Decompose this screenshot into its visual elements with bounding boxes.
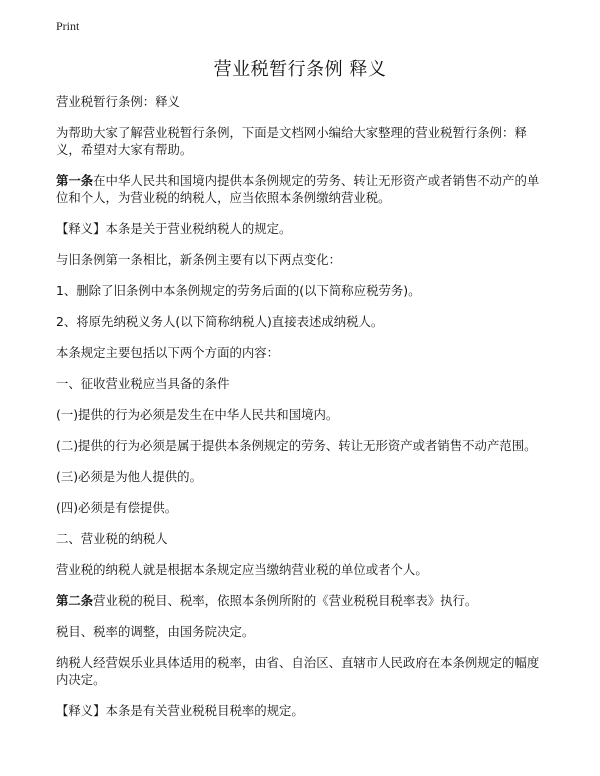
document-title: 营业税暂行条例 释义: [213, 59, 387, 80]
paragraph: [56, 623, 550, 640]
print-link[interactable]: Print: [56, 19, 80, 33]
article-number: 第一条: [56, 173, 94, 188]
paragraph-text: 在中华人民共和国境内提供本条例规定的劳务、转让无形资产或者销售不动产的单位和个人，为营业税的纳税人，应当依照本条例缴纳营业税。: [56, 173, 540, 205]
paragraph: [56, 282, 550, 299]
paragraph: [56, 313, 550, 330]
paragraph: [56, 251, 550, 268]
paragraph-text: 【释义】本条是关于营业税纳税人的规定。: [56, 221, 292, 236]
section-heading: [56, 530, 550, 547]
paragraph-text: 【释义】本条是有关营业税税目税率的规定。: [56, 703, 304, 718]
paragraph-text: 与旧条例第一条相比，新条例主要有以下两点变化：: [56, 252, 341, 267]
paragraph-text: 营业税的纳税人就是根据本条规定应当缴纳营业税的单位或者个人。: [56, 562, 428, 577]
paragraph-text: 为帮助大家了解营业税暂行条例，下面是文档网小编给大家整理的营业税暂行条例：释义，希望对大家有帮助。: [56, 125, 527, 157]
paragraph-text: 纳税人经营娱乐业具体适用的税率，由省、自治区、直辖市人民政府在本条例规定的幅度内决定。: [56, 655, 540, 687]
list-item: [56, 437, 550, 454]
paragraph-text: (一)提供的行为必须是发生在中华人民共和国境内。: [56, 407, 339, 422]
paragraph-text: 营业税的税目、税率，依照本条例所附的《营业税税目税率表》执行。: [93, 593, 478, 608]
paragraph: [56, 124, 550, 158]
paragraph-text: (四)必须是有偿提供。: [56, 500, 178, 515]
paragraph-text: (三)必须是为他人提供的。: [56, 469, 202, 484]
paragraph-text: 本条规定主要包括以下两个方面的内容：: [56, 345, 280, 360]
list-item: [56, 499, 550, 516]
paragraph-text: 一、征收营业税应当具备的条件: [56, 376, 230, 391]
paragraph-text: 营业税暂行条例：释义: [56, 94, 180, 109]
paragraph: [56, 220, 550, 237]
section-heading: [56, 375, 550, 392]
document-body: [56, 93, 550, 733]
paragraph: [56, 654, 550, 688]
paragraph-text: 1、删除了旧条例中本条例规定的劳务后面的(以下简称应税劳务)。: [56, 283, 421, 298]
paragraph-text: 2、将原先纳税义务人(以下简称纳税人)直接表述成纳税人。: [56, 314, 384, 329]
article-number: 第二条: [56, 593, 94, 608]
paragraph-text: 二、营业税的纳税人: [56, 531, 168, 546]
article-paragraph: [56, 592, 550, 609]
paragraph: [56, 93, 550, 110]
paragraph-text: 税目、税率的调整，由国务院决定。: [56, 624, 255, 639]
list-item: [56, 406, 550, 423]
paragraph-text: (二)提供的行为必须是属于提供本条例规定的劳务、转让无形资产或者销售不动产范围。: [56, 438, 537, 453]
paragraph: [56, 344, 550, 361]
paragraph: [56, 561, 550, 578]
list-item: [56, 468, 550, 485]
paragraph: [56, 702, 550, 719]
article-paragraph: [56, 172, 550, 206]
